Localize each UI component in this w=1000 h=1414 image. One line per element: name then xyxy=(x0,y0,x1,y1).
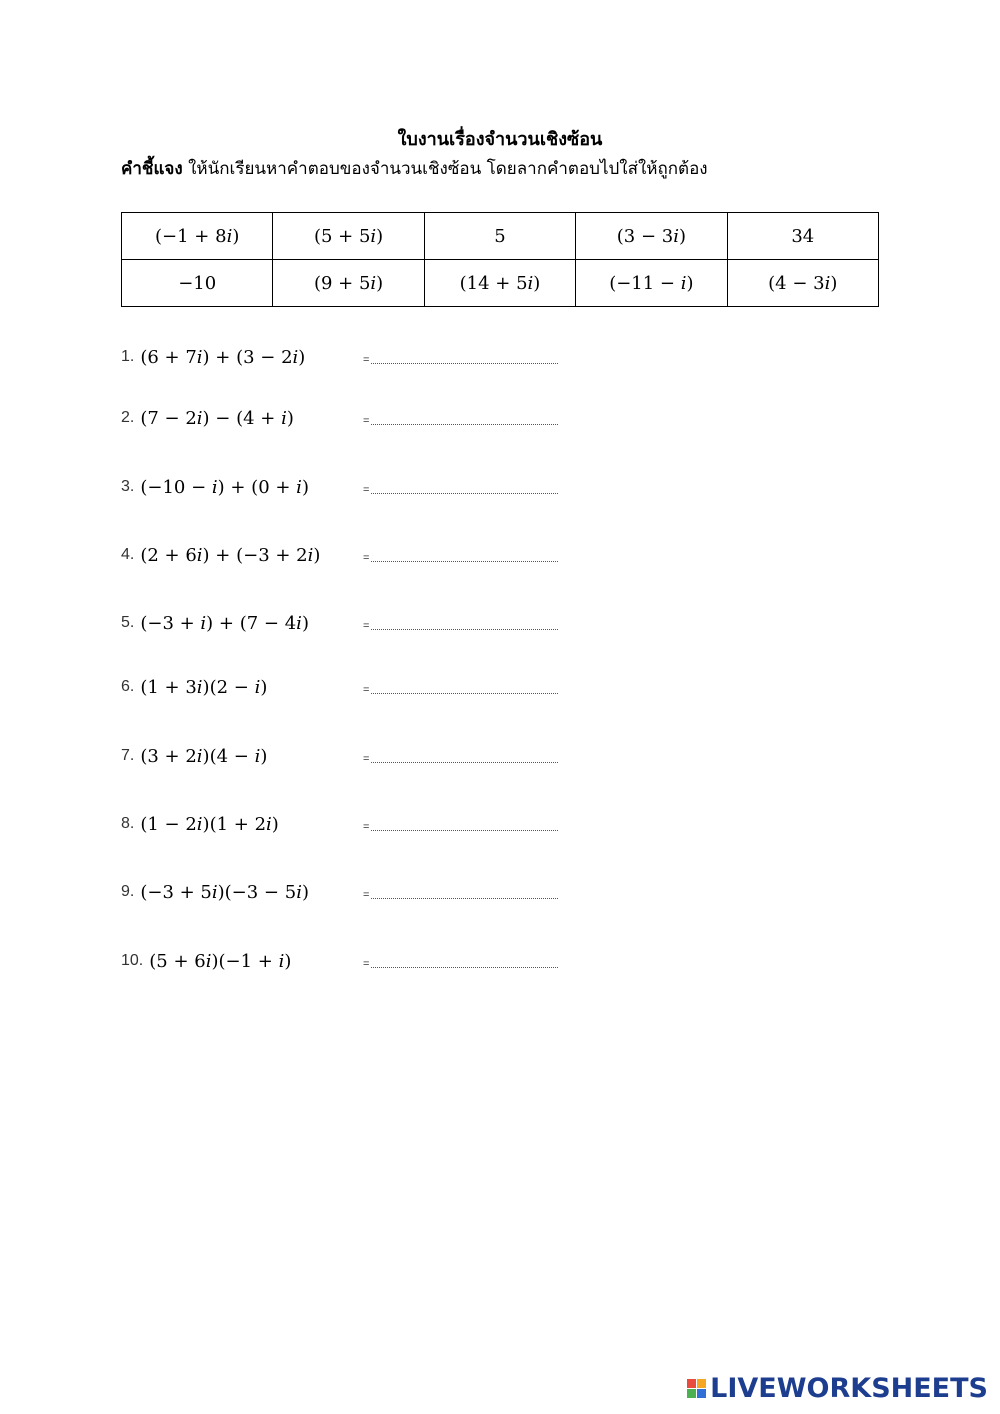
answer-drop-zone-4[interactable] xyxy=(363,548,558,564)
problem-4 xyxy=(121,540,581,570)
liveworksheets-logo-icon xyxy=(687,1379,706,1398)
answer-option[interactable]: (9 + 5𝑖) xyxy=(273,260,424,307)
logo-square xyxy=(687,1379,696,1388)
worksheet-title: ใบงานเรื่องจำนวนเชิงซ้อน xyxy=(397,129,603,150)
problem-expression: (−3 + 5𝑖)(−3 − 5𝑖) xyxy=(140,881,309,903)
problem-expression: (−3 + 𝑖) + (7 − 4𝑖) xyxy=(140,612,309,634)
problem-expression: (2 + 6𝑖) + (−3 + 2𝑖) xyxy=(140,544,321,566)
answer-drop-zone-6[interactable] xyxy=(363,680,558,696)
answer-blank xyxy=(371,830,558,831)
answer-bank-row xyxy=(122,260,879,307)
answer-drop-zone-7[interactable] xyxy=(363,749,558,765)
answer-blank xyxy=(371,561,558,562)
liveworksheets-logo xyxy=(687,1373,988,1404)
answer-blank xyxy=(371,629,558,630)
answer-bank-row xyxy=(122,213,879,260)
problem-expression: (5 + 6𝑖)(−1 + 𝑖) xyxy=(149,950,292,972)
answer-option[interactable]: (4 − 3𝑖) xyxy=(727,260,878,307)
answer-option[interactable]: (5 + 5𝑖) xyxy=(273,213,424,260)
answer-option[interactable]: (3 − 3𝑖) xyxy=(576,213,727,260)
answer-drop-zone-5[interactable] xyxy=(363,616,558,632)
problem-7 xyxy=(121,741,581,771)
answer-blank xyxy=(371,762,558,763)
brand-name: LIVEWORKSHEETS xyxy=(710,1373,988,1404)
answer-drop-zone-9[interactable] xyxy=(363,885,558,901)
logo-square xyxy=(687,1389,696,1398)
equals-sign: = xyxy=(363,354,370,366)
problem-2 xyxy=(121,403,581,433)
problem-6 xyxy=(121,672,581,702)
problem-expression: (6 + 7𝑖) + (3 − 2𝑖) xyxy=(140,346,306,368)
answer-blank xyxy=(371,493,558,494)
instruction xyxy=(121,155,708,182)
answer-option[interactable]: (−1 + 8𝑖) xyxy=(122,213,273,260)
problem-number: 8. xyxy=(121,815,135,832)
problem-expression: (1 − 2𝑖)(1 + 2𝑖) xyxy=(140,813,279,835)
answer-blank xyxy=(371,693,558,694)
problem-1 xyxy=(121,342,581,372)
answer-bank-table xyxy=(121,212,879,307)
problem-9 xyxy=(121,877,581,907)
instruction-text: ให้นักเรียนหาคำตอบของจำนวนเชิงซ้อน โดยลากคำตอบไปใส่ให้ถูกต้อง xyxy=(182,159,708,179)
problem-10 xyxy=(121,946,581,976)
answer-blank xyxy=(371,363,558,364)
equals-sign: = xyxy=(363,821,370,833)
equals-sign: = xyxy=(363,552,370,564)
logo-square xyxy=(697,1379,706,1388)
answer-drop-zone-1[interactable] xyxy=(363,350,558,366)
answer-drop-zone-3[interactable] xyxy=(363,480,558,496)
problem-number: 2. xyxy=(121,409,135,426)
equals-sign: = xyxy=(363,684,370,696)
answer-drop-zone-8[interactable] xyxy=(363,817,558,833)
equals-sign: = xyxy=(363,620,370,632)
problem-number: 10. xyxy=(121,952,144,969)
problem-number: 1. xyxy=(121,348,135,365)
answer-option[interactable]: (14 + 5𝑖) xyxy=(424,260,575,307)
problem-number: 9. xyxy=(121,883,135,900)
problem-8 xyxy=(121,809,581,839)
problem-expression: (3 + 2𝑖)(4 − 𝑖) xyxy=(140,745,268,767)
equals-sign: = xyxy=(363,484,370,496)
equals-sign: = xyxy=(363,753,370,765)
answer-drop-zone-2[interactable] xyxy=(363,411,558,427)
problem-number: 7. xyxy=(121,747,135,764)
answer-blank xyxy=(371,967,558,968)
problem-number: 5. xyxy=(121,614,135,631)
problem-3 xyxy=(121,472,581,502)
answer-option[interactable]: (−11 − 𝑖) xyxy=(576,260,727,307)
problem-expression: (−10 − 𝑖) + (0 + 𝑖) xyxy=(140,476,309,498)
answer-drop-zone-10[interactable] xyxy=(363,954,558,970)
problem-number: 4. xyxy=(121,546,135,563)
problem-5 xyxy=(121,608,581,638)
problem-expression: (1 + 3𝑖)(2 − 𝑖) xyxy=(140,676,268,698)
answer-option[interactable]: −10 xyxy=(122,260,273,307)
equals-sign: = xyxy=(363,958,370,970)
problem-number: 3. xyxy=(121,478,135,495)
problem-number: 6. xyxy=(121,678,135,695)
answer-blank xyxy=(371,424,558,425)
equals-sign: = xyxy=(363,889,370,901)
problem-expression: (7 − 2𝑖) − (4 + 𝑖) xyxy=(140,407,294,429)
answer-option[interactable]: 34 xyxy=(727,213,878,260)
answer-blank xyxy=(371,898,558,899)
instruction-label: คำชี้แจง xyxy=(121,159,183,179)
answer-option[interactable]: 5 xyxy=(424,213,575,260)
equals-sign: = xyxy=(363,415,370,427)
logo-square xyxy=(697,1389,706,1398)
